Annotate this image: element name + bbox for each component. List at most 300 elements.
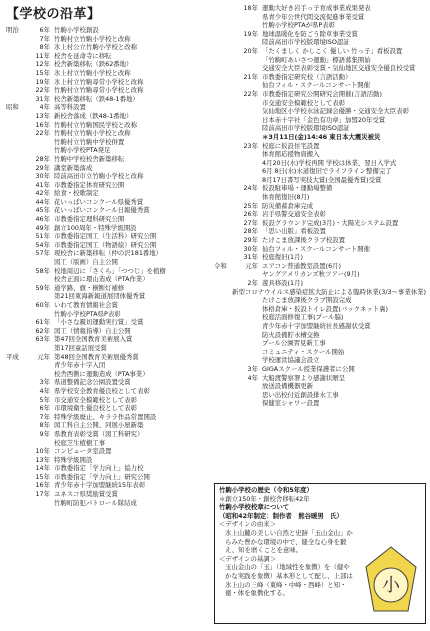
page-title: 【学校の沿革】: [6, 7, 101, 22]
history-row: [6, 456, 206, 465]
history-row: [6, 78, 206, 87]
event-text: 体格倉庫・仮設トイレ設置(バックネット裏): [262, 304, 389, 313]
history-row: [6, 292, 206, 301]
era-label: [6, 473, 28, 482]
era-label: [214, 391, 236, 400]
year-label: 3年: [247, 364, 258, 373]
year-label: 26年: [243, 210, 258, 219]
history-row: [214, 279, 426, 288]
year-label: [236, 322, 262, 331]
history-row: [6, 499, 206, 508]
event-text: 青少年赤十字加盟継続15年表彰: [54, 481, 146, 490]
year-label: 60年: [35, 301, 50, 309]
event-text: 「思い出版」看板設置: [262, 227, 326, 236]
event-text: 創立100周年・特殊学級開設: [54, 223, 137, 232]
era-label: [6, 112, 28, 121]
event-text: 竹駒小学校PTA県P表彰: [54, 309, 121, 318]
era-label: [214, 399, 236, 408]
year-label: 28年: [35, 154, 50, 163]
event-text: 市教委指定理科研究公開: [54, 215, 125, 224]
event-text: 陸前高田市立竹駒小学校と改称: [54, 172, 144, 181]
year-label: [28, 146, 54, 155]
event-text: 放送設備機器更新: [262, 382, 314, 391]
history-row: [214, 64, 426, 73]
era-label: [214, 73, 236, 82]
year-label: 9年: [39, 429, 50, 438]
event-text: 花いっぱいコンクール日報優秀賞: [54, 206, 150, 215]
event-text: 地球温暖化を防ごう除草事業受賞: [262, 29, 358, 38]
event-text: 陸前高田市学校版環境ISO認証: [262, 124, 350, 133]
era-label: [214, 193, 236, 202]
year-label: [28, 138, 54, 147]
era-label: [214, 382, 236, 391]
event-text: 県教育表彰受賞（図工科研究）: [54, 429, 144, 438]
event-text: 校舎正面に環山造成（PTA作業）: [54, 275, 149, 284]
year-label: [236, 133, 262, 142]
event-text: 特殊学級開設: [54, 455, 93, 464]
era-label: [214, 142, 236, 151]
history-row: [6, 353, 206, 362]
event-text: 第17回童話展受賞: [54, 343, 107, 352]
era-label: [6, 35, 28, 44]
event-text: 竹駒小学校PTAが県P表彰: [262, 21, 336, 30]
year-label: 7年: [39, 34, 50, 43]
era-label: [6, 370, 28, 379]
history-row: [6, 275, 206, 284]
era-label: [214, 313, 236, 322]
era-label: [6, 86, 28, 95]
year-label: 51年: [35, 232, 50, 241]
year-label: 元年: [37, 352, 50, 361]
era-label: [214, 4, 236, 13]
event-text: 学校運営協議会設立: [262, 356, 320, 365]
history-row: [214, 4, 426, 13]
event-text: 市教委指定体育研究公開: [54, 180, 125, 189]
year-label: 元年: [245, 261, 258, 270]
year-label: [236, 38, 262, 47]
year-label: 6年: [39, 404, 50, 413]
era-label: [6, 181, 28, 190]
era-label: [214, 202, 236, 211]
era-label: [214, 133, 236, 142]
history-row: [214, 253, 426, 262]
year-label: 2年: [247, 279, 258, 287]
year-label: 8年: [39, 421, 50, 430]
year-label: [28, 344, 54, 353]
history-row: [214, 184, 426, 193]
year-label: 29年: [243, 236, 258, 245]
year-label: [236, 13, 262, 22]
era-label: [6, 198, 28, 207]
year-label: 8年: [39, 43, 50, 52]
event-text: 通学路、旗・横断灯補修: [54, 283, 125, 292]
era-label: [214, 150, 236, 159]
event-text: 図工（情報指導）自主公開: [54, 326, 131, 335]
history-row: [214, 150, 426, 159]
event-text: 竹駒村立竹駒尋常小学校と改称: [54, 86, 144, 95]
year-label: [236, 193, 262, 202]
history-row: [6, 86, 206, 95]
event-text: 「たくましく かしこく 優しい 竹っ子」看板設置: [262, 46, 403, 55]
event-text: 給食・校歌制定: [54, 189, 99, 198]
event-text: 岩手県警交通安全表彰: [262, 210, 326, 219]
event-text: 市環境衛生優良校として表彰: [54, 404, 138, 413]
event-text: 青少年赤十字入団: [54, 361, 106, 370]
history-row: [6, 155, 206, 164]
year-label: 5年: [39, 395, 50, 404]
year-label: 20年: [243, 46, 258, 55]
event-text: 青少年赤十字加盟継続社長感謝状受賞: [262, 321, 371, 330]
era-label: 令和: [214, 261, 227, 270]
year-label: 63年: [35, 335, 50, 344]
event-text: 仮設駐車場・運動場整備: [262, 184, 333, 193]
event-text: 県道整備記念公園設置受賞: [54, 378, 131, 387]
year-label: 4年: [247, 373, 258, 382]
era-label: [6, 396, 28, 405]
era-label: [6, 430, 28, 439]
era-label: [214, 81, 236, 90]
history-row: [6, 215, 206, 224]
event-text: プール公園習見新工事: [262, 339, 326, 348]
era-label: [214, 219, 236, 228]
year-label: [236, 305, 262, 314]
event-text: 第21回東海新報道展団体優秀賞: [54, 292, 146, 301]
era-label: [214, 13, 236, 22]
era-label: [6, 69, 28, 78]
event-text: 運動大好き岩手っ子育成事業成果発表: [262, 4, 371, 12]
era-label: [6, 60, 28, 69]
era-label: [6, 292, 28, 301]
era-label: 平成: [6, 352, 19, 361]
event-text: 保健室シャワー設置: [262, 399, 320, 408]
history-row: [214, 167, 426, 176]
history-row: [214, 193, 426, 202]
era-label: [214, 30, 236, 39]
era-label: [214, 21, 236, 30]
era-label: [6, 387, 28, 396]
history-row: [214, 133, 426, 142]
era-label: [6, 267, 28, 276]
event-text: 校庭芝生植樹工事: [54, 438, 106, 447]
era-label: [214, 116, 236, 125]
history-row: [214, 56, 426, 65]
event-text: 校舎新築移転（鉄62番地）: [54, 60, 133, 69]
year-label: 21年: [243, 72, 258, 81]
era-label: [214, 322, 236, 331]
era-label: [214, 167, 236, 176]
event-text: 校舎西側に運動造成（PTA事業）: [54, 369, 149, 378]
history-row: [214, 348, 426, 357]
event-text: 校庭に仮設住宅設置: [262, 141, 320, 150]
history-row: [6, 129, 206, 138]
history-row: [6, 146, 206, 155]
event-text: 体育館応援物資搬入: [262, 150, 320, 159]
era-label: [6, 335, 28, 344]
history-box-line: ＊創立150年・創校舎移転42年: [219, 494, 310, 503]
year-label: 28年: [243, 227, 258, 236]
event-text: 市教委指定研究公開研究会開催(言語活動): [262, 89, 383, 98]
year-label: 6年: [39, 26, 50, 34]
event-text: 校舎新築移転（鉄48-1番地）: [54, 94, 139, 103]
year-label: [236, 313, 262, 322]
event-text: 仙台フィル・スクールコンサート開催: [262, 81, 370, 90]
event-text: 日本赤十字社「金色有功章」加盟20年受賞: [262, 115, 386, 124]
event-text: 校舎を延命寺に移転: [54, 51, 112, 60]
event-text: 「小さな親切運動実行賞」受賞: [54, 318, 144, 327]
history-row: [6, 396, 206, 405]
event-text: 新型コロナウイルス感染症拡大防止による臨時休業(3/3～事業休業): [232, 287, 426, 296]
history-row: [214, 245, 426, 254]
year-label: [236, 21, 262, 30]
event-text: 大船渡警察署より感謝状贈呈: [262, 373, 346, 382]
year-label: [28, 439, 54, 448]
event-text: 仙台フィル・スクールコンサート開催: [262, 244, 370, 253]
event-text: コンピュータ室設置: [54, 447, 112, 456]
history-box-line: 玉山金山の「玉」（地域性を象徴）を（健やかな実践を象徴）基本形として配し、上部は氷上山の三峰（東峰・中峰・西峰）と知・徳・体を象徴化する。: [225, 563, 353, 598]
year-label: [236, 382, 262, 391]
era-label: [214, 159, 236, 168]
year-label: [236, 99, 262, 108]
history-row: [6, 404, 206, 413]
event-text: 4月20日(水)学校再開 学校は休業、翌日入学式: [262, 158, 397, 167]
event-text: 仮設グラウンド完成(3月)・大陽光システム設置: [262, 218, 399, 227]
era-label: [214, 38, 236, 47]
era-label: [6, 481, 28, 490]
year-label: 49年: [35, 223, 50, 232]
era-label: [6, 249, 28, 258]
event-text: 特殊学級廃止、キララ作品常置開設: [54, 412, 157, 421]
history-row: [6, 172, 206, 181]
year-label: 57年: [35, 249, 50, 258]
era-label: [6, 310, 28, 319]
history-row: [6, 181, 206, 190]
year-label: 41年: [35, 180, 50, 189]
history-row: [6, 387, 206, 396]
year-label: [236, 56, 262, 65]
era-label: [214, 270, 236, 279]
event-text: たけこま放課後クラブ校設置: [262, 236, 346, 245]
history-row: [6, 69, 206, 78]
history-row: [6, 439, 206, 448]
era-label: [6, 155, 28, 164]
event-text: 竹駒小学校PTA発足: [54, 146, 111, 155]
event-text: 8月17日書写実技大賞(全国最優秀賞)受賞: [262, 175, 382, 184]
year-label: 22年: [243, 89, 258, 98]
era-label: [6, 404, 28, 413]
era-label: [6, 439, 28, 448]
history-row: [214, 99, 426, 108]
era-label: [6, 164, 28, 173]
year-label: [236, 167, 262, 176]
history-row: [214, 391, 426, 400]
history-list-right: [214, 4, 426, 408]
year-label: 24年: [243, 184, 258, 193]
history-row: [214, 107, 426, 116]
history-row: [214, 38, 426, 47]
event-text: ヤングアメリカンズ秋ツアー(9月): [262, 270, 360, 279]
year-label: [236, 348, 262, 357]
history-row: [214, 202, 426, 211]
year-label: 22年: [35, 86, 50, 95]
year-label: 23年: [243, 141, 258, 150]
history-row: [6, 95, 206, 104]
event-text: 防火設備貯水槽交換: [262, 330, 320, 339]
year-label: 4年: [39, 103, 50, 112]
era-label: [214, 47, 236, 56]
year-label: 42年: [35, 189, 50, 198]
year-label: 30年: [35, 172, 50, 181]
event-text: 市教委指定研究校（言語活動）: [262, 72, 352, 81]
event-text: ＊3月11日(金)14:46 東日本大震災被災: [262, 132, 381, 141]
year-label: [236, 296, 262, 305]
history-row: [6, 112, 206, 121]
year-label: [28, 258, 54, 267]
era-label: [6, 52, 28, 61]
history-row: [6, 447, 206, 456]
era-label: [6, 447, 28, 456]
era-label: [6, 361, 28, 370]
event-text: 遊具移設(1月): [262, 279, 304, 287]
era-label: [214, 245, 236, 254]
event-text: 6月 8日(水)水道復旧でライフライン整備完了: [262, 167, 392, 176]
year-label: 17年: [35, 490, 50, 499]
school-emblem-icon: [360, 545, 422, 615]
event-text: コミュニティ・スクール開始: [262, 347, 345, 356]
history-row: [6, 344, 206, 353]
history-row: [214, 13, 426, 22]
year-label: [236, 81, 262, 90]
year-label: [28, 292, 54, 301]
year-label: 25年: [243, 201, 258, 210]
year-label: [236, 270, 262, 279]
event-text: 竹駒中学校校舎新築移転: [54, 154, 125, 163]
year-label: 27年: [243, 218, 258, 227]
history-row: [6, 232, 206, 241]
era-label: [6, 413, 28, 422]
year-label: [236, 124, 262, 133]
year-label: [236, 116, 262, 125]
era-label: [6, 490, 28, 499]
event-text: 思い出校付近創設排水工事: [262, 390, 339, 399]
history-row: [214, 374, 426, 383]
history-row: [214, 210, 426, 219]
year-label: 12年: [35, 60, 50, 69]
history-row: [214, 90, 426, 99]
event-text: 氷上村立竹駒小学校と改称: [54, 68, 131, 77]
era-label: [6, 206, 28, 215]
emblem-glyph: 小: [382, 575, 400, 596]
era-label: [214, 184, 236, 193]
year-label: [236, 339, 262, 348]
era-label: [6, 275, 28, 284]
event-text: 県学校安全教育優良校として表彰: [54, 386, 150, 395]
history-row: [214, 382, 426, 391]
event-text: 陸前高田市学校版環境ISO認証: [262, 38, 350, 47]
era-label: [6, 344, 28, 353]
event-text: 高等科設置: [54, 103, 86, 112]
era-label: [6, 258, 28, 267]
history-row: [214, 124, 426, 133]
event-text: 氷上村立竹駒尋常小学校と改称: [54, 77, 144, 86]
era-label: [214, 176, 236, 185]
era-label: [214, 288, 221, 297]
year-label: 16年: [35, 120, 50, 129]
era-label: [6, 43, 28, 52]
year-label: 45年: [35, 206, 50, 215]
history-box-heading: 竹駒小学校の歴史（令和5年度）: [219, 486, 313, 494]
history-row: [6, 378, 206, 387]
event-text: 体育館復旧(8月): [262, 193, 310, 202]
event-text: 市交通安全模範校として表彰: [262, 98, 346, 107]
era-label: [6, 215, 28, 224]
event-text: 竹駒村立竹駒小学校と改称: [54, 129, 131, 138]
era-label: [214, 305, 236, 314]
year-label: 13年: [35, 111, 50, 120]
era-label: [214, 124, 236, 133]
event-text: 校庭復旧(1月): [262, 253, 304, 262]
era-label: [214, 56, 236, 65]
year-label: 18年: [243, 4, 258, 12]
era-label: [6, 318, 28, 327]
year-label: 58年: [35, 266, 50, 275]
year-label: 31年: [243, 253, 258, 262]
year-label: 46年: [35, 215, 50, 224]
era-label: [6, 456, 28, 465]
year-label: 22年: [35, 129, 50, 138]
history-row: [214, 288, 426, 297]
history-row: [214, 399, 426, 408]
year-label: 54年: [35, 240, 50, 249]
history-row: [214, 21, 426, 30]
era-label: [214, 296, 236, 305]
era-label: [214, 365, 236, 374]
era-label: [214, 374, 236, 383]
year-label: 7年: [39, 412, 50, 421]
year-label: 29年: [35, 163, 50, 172]
history-row: [6, 60, 206, 69]
history-box-line: 竹駒小学校校章について: [219, 503, 290, 512]
event-text: エアコン普通教室設置(6月): [262, 261, 342, 270]
history-row: [6, 301, 206, 310]
history-row: [6, 464, 206, 473]
era-label: [6, 464, 28, 473]
year-label: 11年: [35, 51, 50, 60]
era-label: [214, 64, 236, 73]
event-text: 市交通安全模範校として表彰: [54, 395, 138, 404]
year-label: [236, 150, 262, 159]
event-text: いわて教育情報社会賞: [54, 301, 118, 309]
event-text: 竹駒小学校創設: [54, 26, 99, 34]
event-text: たけこま放課後クラブ開設完成: [262, 296, 352, 305]
history-row: [214, 339, 426, 348]
history-row: [6, 35, 206, 44]
event-text: 竹駒町防犯パトロール隊結成: [54, 498, 137, 507]
year-label: 30年: [243, 244, 258, 253]
year-label: 15年: [35, 472, 50, 481]
event-text: 新校舎落成（鉄48-1番地）: [54, 111, 133, 120]
era-label: [6, 327, 28, 336]
year-label: 10年: [35, 447, 50, 456]
history-box-line: （昭和42年制定：制作者 熊谷暖男 氏）: [219, 511, 343, 520]
history-row: [214, 227, 426, 236]
event-text: 竹駒村立竹駒国民学校と改称: [54, 120, 138, 129]
event-text: GIGAスクール授業保護者に公開: [262, 364, 355, 373]
history-row: [214, 356, 426, 365]
history-row: [214, 81, 426, 90]
history-row: [214, 296, 426, 305]
era-label: [6, 138, 28, 147]
history-row: [214, 331, 426, 340]
